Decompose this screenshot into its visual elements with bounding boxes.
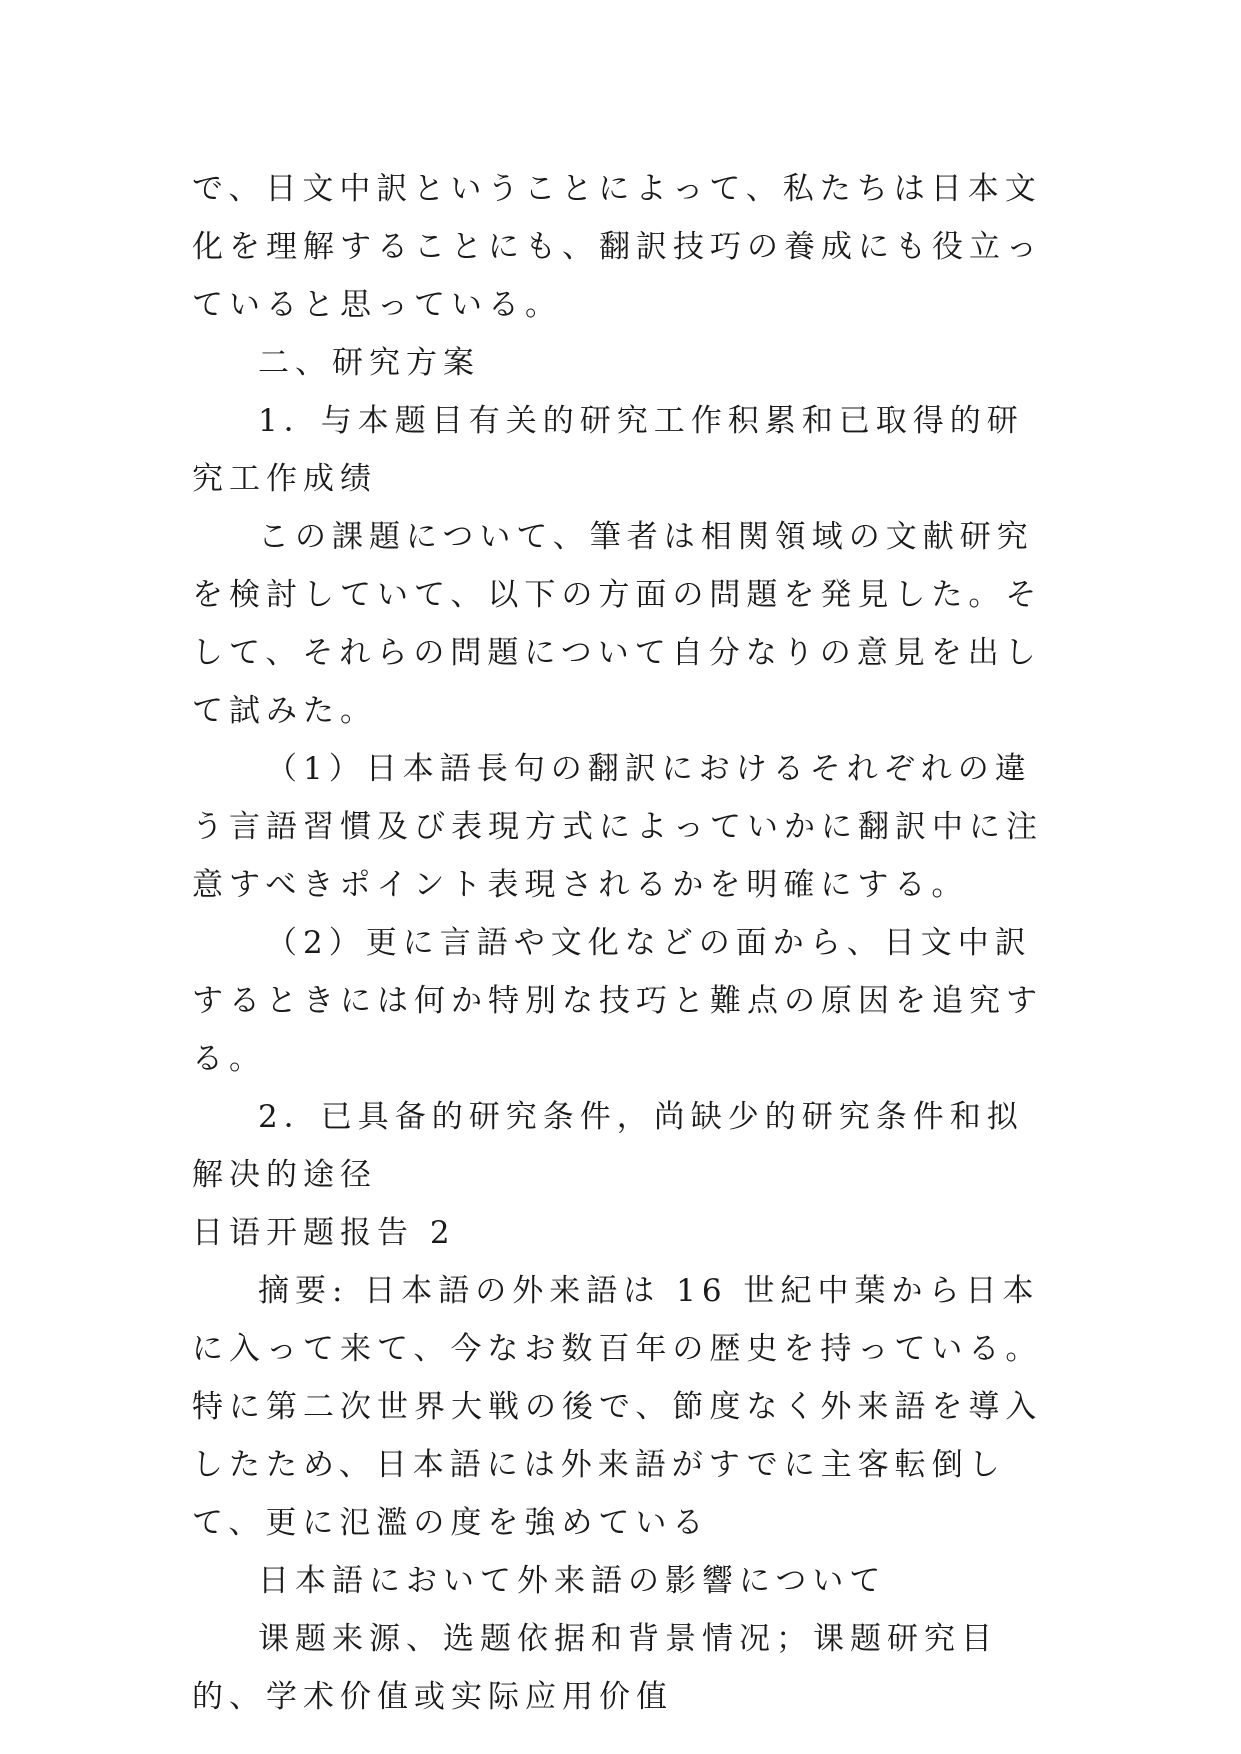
paragraph-topic-intro: この課題について、筆者は相関領域の文献研究を検討していて、以下の方面の問題を発見した。そして、それらの問題について自分なりの意見を出して試みた。	[192, 519, 1043, 729]
list-item-2: （2）更に言語や文化などの面から、日文中訳するときには何か特別な技巧と難点の原因を追究する。	[192, 925, 1043, 1077]
report-subtitle: 日本語において外来語の影響について	[258, 1563, 887, 1599]
subsection-heading-1: 1．与本题目有关的研究工作积累和已取得的研究工作成绩	[192, 403, 1024, 497]
section-heading-research-plan: 二、研究方案	[258, 345, 480, 381]
document-title-report-2: 日语开题报告 2	[192, 1215, 456, 1251]
document-body	[192, 160, 1050, 1726]
section-heading-topic-source: 课题来源、选题依据和背景情况；课题研究目的、学术价值或实际应用价值	[192, 1621, 998, 1715]
subsection-heading-2: 2．已具备的研究条件，尚缺少的研究条件和拟解决的途径	[192, 1099, 1024, 1193]
list-item-1: （1）日本語長句の翻訳におけるそれぞれの違う言語習慣及び表現方式によっていかに翻訳中に注意すべきポイント表現されるかを明確にする。	[192, 751, 1043, 903]
abstract-paragraph: 摘要: 日本語の外来語は 16 世紀中葉から日本に入って来て、今なお数百年の歴史を持っている。特に第二次世界大戦の後で、節度なく外来語を導入したため、日本語には外来語がすでに主客転倒して、更に氾濫の度を強めている	[192, 1273, 1043, 1541]
paragraph-continuation: で、日文中訳ということによって、私たちは日本文化を理解することにも、翻訳技巧の養成にも役立っていると思っている。	[192, 171, 1043, 323]
